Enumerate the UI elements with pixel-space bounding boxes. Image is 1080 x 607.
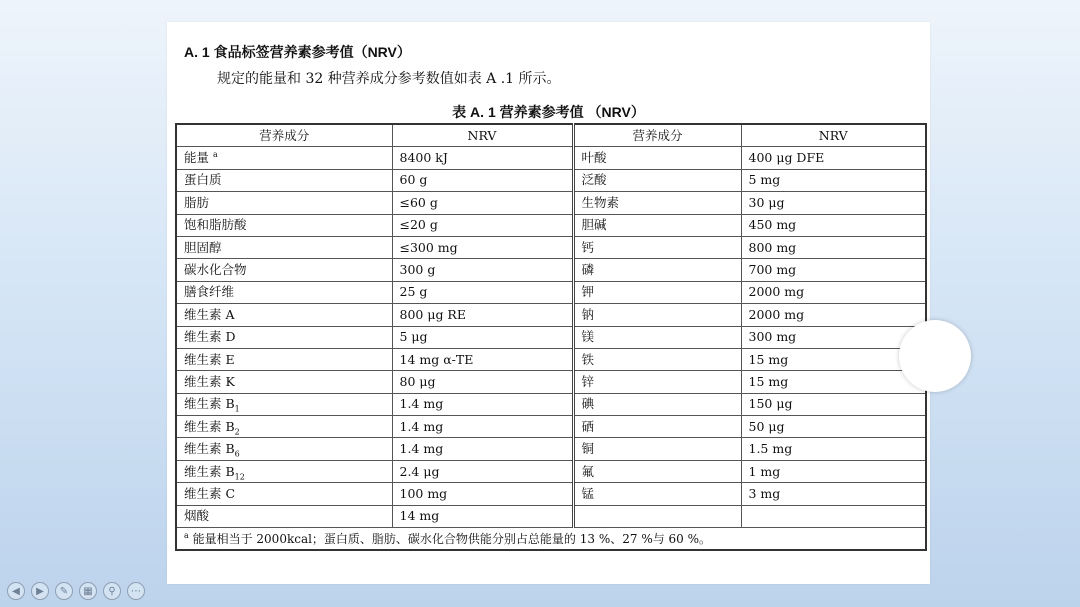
intro-text: 规定的能量和 32 种营养成分参考数值如表 A .1 所示。 — [217, 71, 561, 87]
nutrient-subscript: 12 — [234, 472, 245, 482]
nutrient-name-text: 胆固醇 — [184, 239, 222, 255]
nrv-value-left: 800 μg RE — [392, 304, 573, 326]
nutrient-name-right: 胆碱 — [573, 214, 741, 236]
nutrient-name-right: 泛酸 — [573, 169, 741, 191]
nrv-value-left: 25 g — [392, 281, 573, 303]
nutrient-name-left — [176, 416, 392, 438]
nrv-table — [175, 123, 927, 551]
header-nutrient-left: 营养成分 — [176, 124, 392, 147]
nutrient-name-text: 能量 — [184, 150, 210, 166]
nutrient-name-right: 锌 — [573, 371, 741, 393]
zoom-icon[interactable]: ⚲ — [103, 582, 121, 600]
nutrient-name-left — [176, 393, 392, 415]
nutrient-name-left — [176, 348, 392, 370]
slide-controls-toolbar — [7, 582, 145, 602]
table-header-row — [176, 124, 926, 147]
nrv-value-right: 450 mg — [741, 214, 926, 236]
nutrient-subscript: 1 — [234, 404, 240, 414]
nrv-value-left: 100 mg — [392, 483, 573, 505]
nutrient-name-text: 维生素 C — [184, 485, 236, 501]
nutrient-name-text: 烟酸 — [184, 508, 210, 524]
nrv-value-right: 3 mg — [741, 483, 926, 505]
nrv-value-left: 14 mg α-TE — [392, 348, 573, 370]
nutrient-name-left — [176, 304, 392, 326]
nutrient-name-right: 氟 — [573, 460, 741, 482]
table-row — [176, 281, 926, 303]
table-row — [176, 304, 926, 326]
next-slide-icon[interactable]: ▶ — [31, 582, 49, 600]
nrv-value-right: 300 mg — [741, 326, 926, 348]
nrv-value-right: 30 μg — [741, 192, 926, 214]
nutrient-name-text: 膳食纤维 — [184, 284, 235, 300]
pen-tool-icon[interactable]: ✎ — [55, 582, 73, 600]
nrv-value-right: 400 μg DFE — [741, 147, 926, 169]
nutrient-name-left — [176, 505, 392, 527]
nutrient-name-left — [176, 192, 392, 214]
nutrient-name-right: 碘 — [573, 393, 741, 415]
header-nrv-left: NRV — [392, 124, 573, 147]
side-panel-handle[interactable] — [899, 320, 971, 392]
nrv-value-left: 1.4 mg — [392, 416, 573, 438]
table-row — [176, 326, 926, 348]
nutrient-name-right: 磷 — [573, 259, 741, 281]
nutrient-name-right: 钾 — [573, 281, 741, 303]
nrv-value-left: 80 μg — [392, 371, 573, 393]
nrv-value-right: 1 mg — [741, 460, 926, 482]
nrv-value-left: 60 g — [392, 169, 573, 191]
slide-page — [167, 22, 930, 584]
nutrient-name-left — [176, 438, 392, 460]
nrv-value-right — [741, 505, 926, 527]
nutrient-name-right — [573, 505, 741, 527]
nrv-value-left: 5 μg — [392, 326, 573, 348]
nrv-value-left: 1.4 mg — [392, 438, 573, 460]
nutrient-footnote-mark: a — [213, 149, 218, 159]
nrv-value-left: ≤20 g — [392, 214, 573, 236]
nrv-value-left: ≤60 g — [392, 192, 573, 214]
nutrient-name-left — [176, 236, 392, 258]
nrv-value-right: 15 mg — [741, 371, 926, 393]
nutrient-name-text: 维生素 B — [184, 396, 235, 412]
nrv-value-right: 5 mg — [741, 169, 926, 191]
table-row — [176, 483, 926, 505]
nutrient-name-right: 硒 — [573, 416, 741, 438]
nutrient-name-text: 饱和脂肪酸 — [184, 217, 247, 233]
nutrient-subscript: 6 — [234, 449, 240, 459]
nrv-value-left: 14 mg — [392, 505, 573, 527]
nrv-value-right: 15 mg — [741, 348, 926, 370]
nutrient-name-right: 叶酸 — [573, 147, 741, 169]
nrv-value-right: 800 mg — [741, 236, 926, 258]
nrv-value-right: 2000 mg — [741, 304, 926, 326]
table-title: 表 A. 1 营养素参考值 （NRV） — [452, 104, 645, 120]
nutrient-name-left — [176, 371, 392, 393]
nutrient-name-left — [176, 483, 392, 505]
table-row — [176, 416, 926, 438]
table-row — [176, 259, 926, 281]
header-nutrient-right: 营养成分 — [573, 124, 741, 147]
table-row — [176, 169, 926, 191]
nrv-value-right: 150 μg — [741, 393, 926, 415]
nutrient-name-text: 维生素 B — [184, 441, 235, 457]
nrv-value-left: 2.4 μg — [392, 460, 573, 482]
nutrient-name-right: 生物素 — [573, 192, 741, 214]
table-footnote-row — [176, 528, 926, 551]
nutrient-name-text: 维生素 A — [184, 306, 235, 322]
table-row — [176, 460, 926, 482]
nutrient-name-right: 钠 — [573, 304, 741, 326]
nrv-value-right: 50 μg — [741, 416, 926, 438]
nutrient-name-text: 维生素 B — [184, 418, 235, 434]
table-row — [176, 236, 926, 258]
nutrient-name-right: 镁 — [573, 326, 741, 348]
footnote-text: 能量相当于 2000kcal；蛋白质、脂肪、碳水化合物供能分别占总能量的 13 %、27 %与 60 %。 — [188, 531, 712, 546]
nrv-value-right: 1.5 mg — [741, 438, 926, 460]
nrv-table-body — [176, 147, 926, 528]
nutrient-name-right: 锰 — [573, 483, 741, 505]
table-row — [176, 371, 926, 393]
nutrient-name-text: 脂肪 — [184, 194, 210, 210]
table-row — [176, 505, 926, 527]
section-heading: A. 1 食品标签营养素参考值（NRV） — [184, 44, 411, 60]
nutrient-name-right: 铁 — [573, 348, 741, 370]
table-footnote — [176, 528, 926, 551]
nutrient-name-text: 维生素 B — [184, 463, 235, 479]
nutrient-name-left — [176, 147, 392, 169]
nutrient-name-right: 钙 — [573, 236, 741, 258]
nutrient-name-text: 蛋白质 — [184, 172, 222, 188]
previous-slide-icon[interactable]: ◀ — [7, 582, 25, 600]
nutrient-name-left — [176, 214, 392, 236]
nutrient-name-left — [176, 326, 392, 348]
table-row — [176, 393, 926, 415]
nutrient-name-text: 维生素 K — [184, 373, 235, 389]
nrv-value-left: 8400 kJ — [392, 147, 573, 169]
table-row — [176, 348, 926, 370]
nrv-value-right: 2000 mg — [741, 281, 926, 303]
header-nrv-right: NRV — [741, 124, 926, 147]
slide-overview-icon[interactable]: ▦ — [79, 582, 97, 600]
more-options-icon[interactable]: ⋯ — [127, 582, 145, 600]
nutrient-name-left — [176, 169, 392, 191]
nutrient-name-text: 维生素 E — [184, 351, 235, 367]
footnote-mark: a — [184, 530, 189, 540]
table-row — [176, 214, 926, 236]
table-row — [176, 192, 926, 214]
nutrient-name-left — [176, 259, 392, 281]
nrv-value-left: 1.4 mg — [392, 393, 573, 415]
nrv-value-left: ≤300 mg — [392, 236, 573, 258]
table-row — [176, 438, 926, 460]
nutrient-name-text: 维生素 D — [184, 329, 236, 345]
nutrient-name-left — [176, 460, 392, 482]
nrv-value-right: 700 mg — [741, 259, 926, 281]
nutrient-subscript: 2 — [234, 427, 240, 437]
table-row — [176, 147, 926, 169]
nutrient-name-left — [176, 281, 392, 303]
nrv-value-left: 300 g — [392, 259, 573, 281]
nutrient-name-right: 铜 — [573, 438, 741, 460]
nutrient-name-text: 碳水化合物 — [184, 262, 247, 278]
